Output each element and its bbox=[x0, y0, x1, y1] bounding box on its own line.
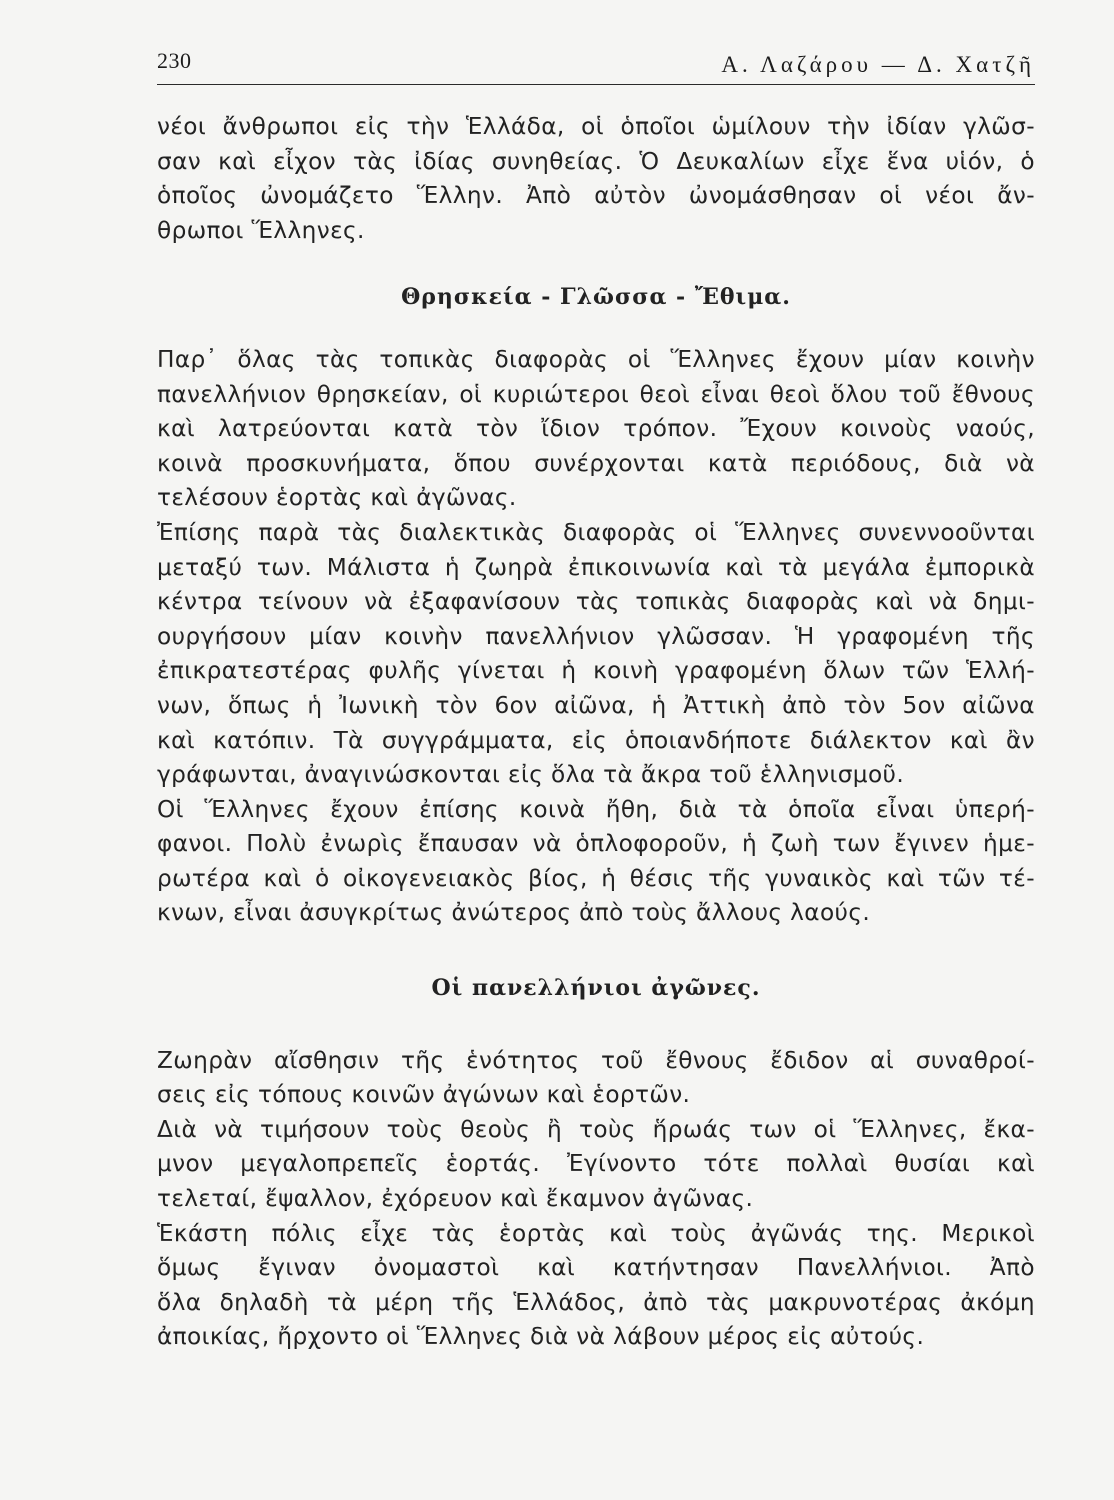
text-line: μεταξύ των. Μάλιστα ἡ ζωηρὰ ἐπικοινωνία καὶ τὰ μεγάλα ἐμπορικὰ bbox=[157, 553, 1035, 581]
text-line: ὅλα δηλαδὴ τὰ μέρη τῆς Ἑλλάδος, ἀπὸ τὰς μακρυνοτέρας ἀκόμη bbox=[157, 1288, 1035, 1316]
text-line: κέντρα τείνουν νὰ ἐξαφανίσουν τὰς τοπικὰς διαφορὰς καὶ νὰ δημι- bbox=[157, 588, 1035, 616]
text-line: σαν καὶ εἶχον τὰς ἰδίας συνηθείας. Ὁ Δευκαλίων εἶχε ἕνα υἱόν, ὁ bbox=[157, 147, 1035, 175]
text-line: τελέσουν ἑορτὰς καὶ ἀγῶνας. bbox=[157, 484, 517, 512]
paragraph-3 bbox=[157, 516, 1035, 793]
text-line: θρωποι Ἕλληνες. bbox=[157, 216, 365, 244]
section-heading-religion: Θρησκεία - Γλῶσσα - Ἔθιμα. bbox=[401, 284, 791, 311]
text-line: τελεταί, ἔψαλλον, ἐχόρευον καὶ ἔκαμνον ἀγῶνας. bbox=[157, 1185, 754, 1213]
text-line: Παρ᾽ ὅλας τὰς τοπικὰς διαφορὰς οἱ Ἕλληνες ἔχουν μίαν κοινὴν bbox=[157, 345, 1035, 373]
text-line: Διὰ νὰ τιμήσουν τοὺς θεοὺς ἢ τοὺς ἥρωάς των οἱ Ἕλληνες, ἔκα- bbox=[157, 1115, 1035, 1143]
text-line: ἐπικρατεστέρας φυλῆς γίνεται ἡ κοινὴ γραφομένη ὅλων τῶν Ἑλλή- bbox=[157, 657, 1035, 685]
text-line: ουργήσουν μίαν κοινὴν πανελλήνιον γλῶσσαν. Ἡ γραφομένη τῆς bbox=[157, 622, 1035, 650]
text-line: σεις εἰς τόπους κοινῶν ἀγώνων καὶ ἑορτῶν. bbox=[157, 1081, 691, 1109]
running-head bbox=[157, 48, 1035, 85]
text-line: μνον μεγαλοπρεπεῖς ἑορτάς. Ἐγίνοντο τότε πολλαὶ θυσίαι καὶ bbox=[157, 1150, 1035, 1178]
text-line: πανελλήνιον θρησκείαν, οἱ κυριώτεροι θεοὶ εἶναι θεοὶ ὅλου τοῦ ἔθνους bbox=[157, 380, 1035, 408]
paragraph-2 bbox=[157, 343, 1035, 516]
text-line: ἀποικίας, ἤρχοντο οἱ Ἕλληνες διὰ νὰ λάβουν μέρος εἰς αὐτούς. bbox=[157, 1323, 925, 1351]
text-line: κοινὰ προσκυνήματα, ὅπου συνέρχονται κατὰ περιόδους, διὰ νὰ bbox=[157, 449, 1035, 477]
text-line: καὶ κατόπιν. Τὰ συγγράμματα, εἰς ὁποιανδήποτε διάλεκτον καὶ ἂν bbox=[157, 726, 1035, 754]
paragraph-1 bbox=[157, 110, 1035, 248]
author-line: Α. Λαζάρου — Δ. Χατζῆ bbox=[721, 52, 1035, 77]
text-line: ρωτέρα καὶ ὁ οἰκογενειακὸς βίος, ἡ θέσις τῆς γυναικὸς καὶ τῶν τέ- bbox=[157, 864, 1035, 892]
body-text bbox=[157, 110, 1035, 1355]
text-line: γράφωνται, ἀναγινώσκονται εἰς ὅλα τὰ ἄκρα τοῦ ἑλληνισμοῦ. bbox=[157, 761, 905, 789]
text-line: Ζωηρὰν αἴσθησιν τῆς ἑνότητος τοῦ ἔθνους ἔδιδον αἱ συναθροί- bbox=[157, 1046, 1035, 1074]
paragraph-7 bbox=[157, 1217, 1035, 1355]
paragraph-6 bbox=[157, 1113, 1035, 1217]
text-line: ὁποῖος ὠνομάζετο Ἕλλην. Ἀπὸ αὐτὸν ὠνομάσθησαν οἱ νέοι ἄν- bbox=[157, 182, 1035, 210]
page-number: 230 bbox=[157, 48, 192, 73]
text-line: καὶ λατρεύονται κατὰ τὸν ἴδιον τρόπον. Ἔχουν κοινοὺς ναούς, bbox=[157, 415, 1035, 443]
text-line: ὅμως ἔγιναν ὀνομαστοὶ καὶ κατήντησαν Πανελλήνιοι. Ἀπὸ bbox=[157, 1254, 1035, 1282]
paragraph-4 bbox=[157, 793, 1035, 931]
section-heading-panhellenic-games: Οἱ πανελλήνιοι ἀγῶνες. bbox=[431, 975, 761, 1002]
text-line: Οἱ Ἕλληνες ἔχουν ἐπίσης κοινὰ ἤθη, διὰ τὰ ὁποῖα εἶναι ὑπερή- bbox=[157, 795, 1035, 823]
paragraph-5 bbox=[157, 1044, 1035, 1113]
text-line: νων, ὅπως ἡ Ἰωνικὴ τὸν 6ον αἰῶνα, ἡ Ἀττικὴ ἀπὸ τὸν 5ον αἰῶνα bbox=[157, 691, 1035, 719]
text-line: Ἐπίσης παρὰ τὰς διαλεκτικὰς διαφορὰς οἱ Ἕλληνες συνεννοοῦνται bbox=[157, 518, 1035, 546]
text-line: νέοι ἄνθρωποι εἰς τὴν Ἑλλάδα, οἱ ὁποῖοι ὡμίλουν τὴν ἰδίαν γλῶσ- bbox=[157, 113, 1035, 140]
text-line: φανοι. Πολὺ ἐνωρὶς ἔπαυσαν νὰ ὁπλοφοροῦν, ἡ ζωὴ των ἔγινεν ἡμε- bbox=[157, 830, 1035, 858]
text-line: κνων, εἶναι ἀσυγκρίτως ἀνώτερος ἀπὸ τοὺς ἄλλους λαούς. bbox=[157, 899, 871, 927]
text-line: Ἑκάστη πόλις εἶχε τὰς ἑορτὰς καὶ τοὺς ἀγῶνάς της. Μερικοὶ bbox=[157, 1219, 1035, 1247]
